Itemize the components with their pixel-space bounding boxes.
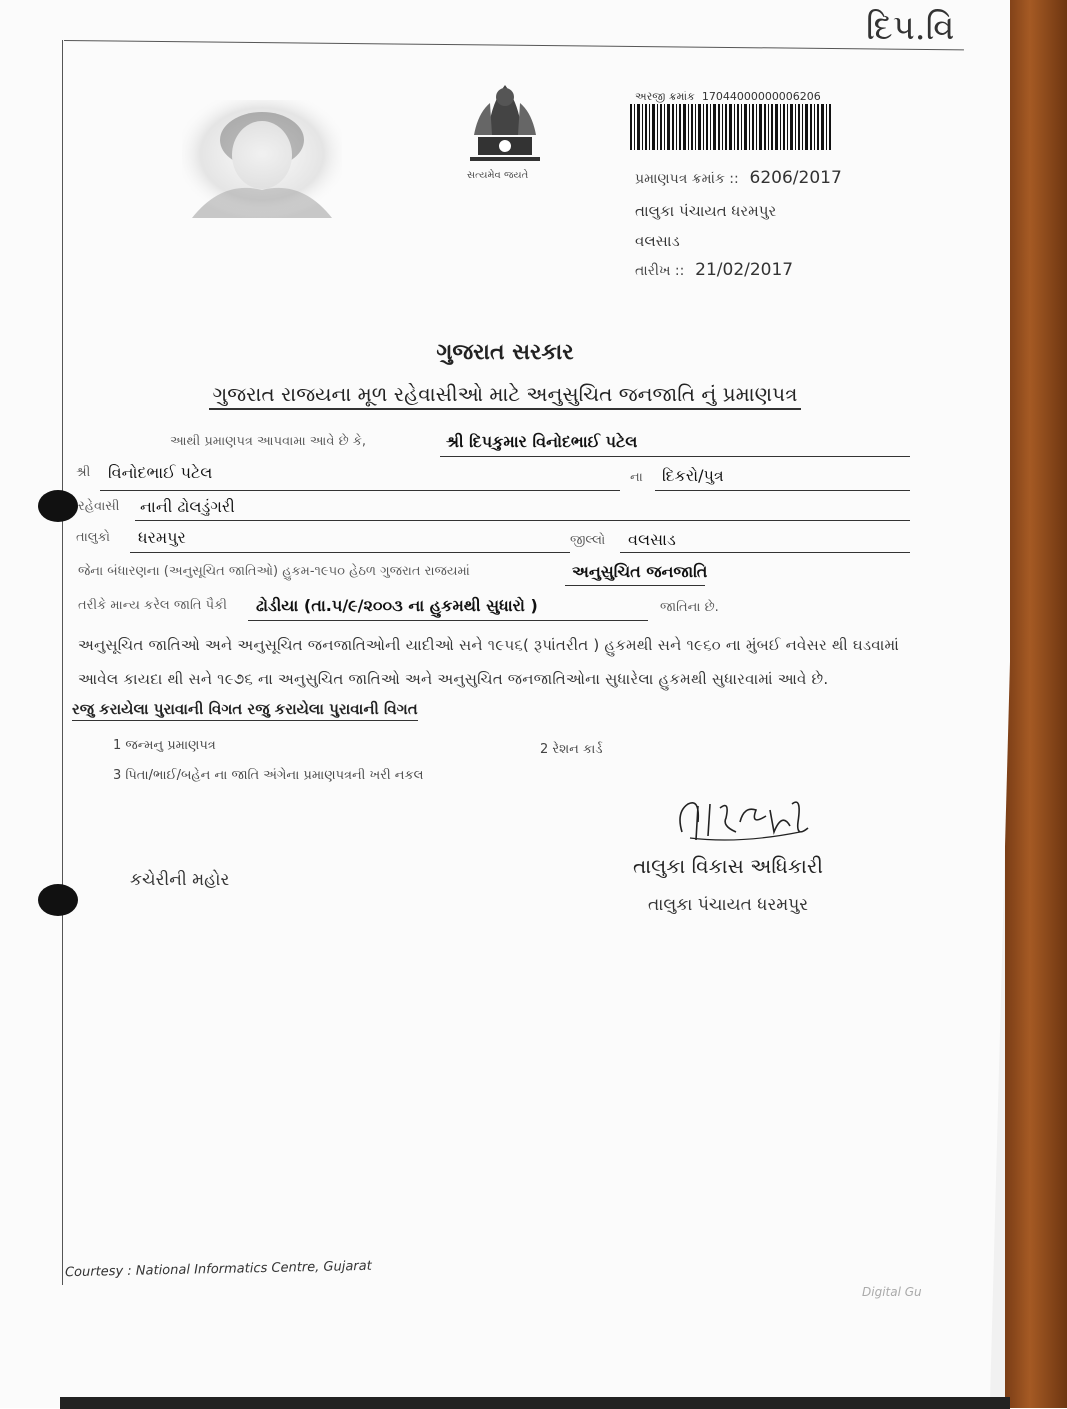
relation: દિકરો/પુત્ર (662, 466, 724, 485)
taluka-underline (130, 552, 570, 553)
district-label: જીલ્લો (570, 533, 606, 548)
holder-name: શ્રી દિપકુમાર વિનોદભાઈ પટેલ (446, 432, 638, 451)
taluka: ધરમપુર (138, 528, 186, 547)
handwritten-note: દિપ.વિ (866, 8, 955, 48)
father-underline (100, 490, 620, 491)
district-header: વલસાડ (635, 232, 680, 250)
relation-underline (655, 490, 910, 491)
evidence-item: 1 જન્મનુ પ્રમાણપત્ર (113, 738, 216, 753)
punch-hole-top (38, 490, 78, 522)
legal-text-line1: અનુસૂચિત જાતિઓ અને અનુસૂચિત જનજાતિઓની યાદીઓ સને ૧૯૫૬( રૂપાંતરીત ) હુકમથી સને ૧૯૬૦ ના મુંબઈ નવેસર થી ઘડવામાં (78, 636, 899, 654)
shri-label: શ્રી (76, 465, 91, 480)
category: અનુસુચિત જનજાતિ (572, 562, 708, 581)
certificate-number: પ્રમાણપત્ર ક્રમાંક :: 6206/2017 (635, 168, 842, 188)
punch-hole-bottom (38, 884, 78, 916)
resident-label: રહેવાસી (78, 499, 120, 514)
issuing-office: તાલુકા પંચાયત ધરમપુર (635, 202, 777, 220)
intro-label: આથી પ્રમાણપત્ર આપવામા આવે છે કે, (170, 434, 367, 449)
caste: ઢોડીયા (તા.૫/૯/૨૦૦૩ ના હુકમથી સુધારો ) (256, 596, 538, 615)
officer-signature (670, 792, 820, 852)
wooden-table-edge (1005, 0, 1067, 1408)
evidence-item: 3 પિતા/ભાઈ/બહેન ના જાતિ અંગેના પ્રમાણપત્રની ખરી નકલ (113, 768, 424, 783)
father-name: વિનોદભાઈ પટેલ (108, 463, 213, 482)
signatory-office: તાલુકા પંચાયત ધરમપુર (648, 895, 809, 915)
na-label: ના (630, 470, 643, 485)
district: વલસાડ (628, 530, 676, 549)
village: નાની ઢોલડુંગરી (140, 497, 235, 516)
footer-right: Digital Gu (862, 1285, 922, 1299)
caste-label: તરીકે માન્ય કરેલ જાતિ પૈકી (78, 598, 227, 613)
order-label: જેના બંધારણના (અનુસૂચિત જાતિઓ) હુકમ-૧૯૫૦ હેઠળ ગુજરાત રાજયમાં (78, 564, 470, 579)
document-title: ગુજરાત સરકાર (436, 340, 574, 365)
name-underline (440, 456, 910, 457)
office-stamp-label: કચેરીની મહોર (130, 870, 230, 890)
caste-suffix: જાતિના છે. (660, 600, 719, 615)
bottom-edge-shadow (60, 1397, 1010, 1409)
national-emblem-icon (460, 75, 550, 175)
evidence-heading: રજુ કરાયેલા પુરાવાની વિગત રજુ કરાયેલા પુરાવાની વિગત (72, 700, 418, 721)
courtesy-footer: Courtesy : National Informatics Centre, Gujarat (64, 1258, 372, 1281)
evidence-item: 2 રેશન કાર્ડ (540, 742, 603, 757)
border-left-line (62, 40, 63, 1285)
emblem-motto: સત્યમેવ જયતે (467, 170, 529, 181)
applicant-photo (182, 100, 342, 220)
issue-date: તારીખ :: 21/02/2017 (635, 260, 794, 280)
village-underline (135, 520, 910, 521)
barcode-icon (630, 104, 832, 150)
application-number: અરજી ક્રમાંક 17044000000006206 (635, 90, 821, 103)
legal-text-line2: આવેલ કાયદા થી સને ૧૯૭૬ ના અનુસુચિત જાતિઓ અને અનુસુચિત જનજાતિઓના સુધારેલા હુકમથી સુધારવામાં આવે છે. (78, 670, 829, 688)
category-underline (565, 585, 705, 586)
signatory-title: તાલુકા વિકાસ અધિકારી (633, 854, 823, 878)
taluka-label: તાલુકો (76, 530, 111, 545)
document-subtitle: ગુજરાત રાજયના મૂળ રહેવાસીઓ માટે અનુસુચિત જનજાતિ નું પ્રમાણપત્ર (0, 382, 1010, 406)
caste-underline (248, 620, 648, 621)
district-underline (620, 552, 910, 553)
